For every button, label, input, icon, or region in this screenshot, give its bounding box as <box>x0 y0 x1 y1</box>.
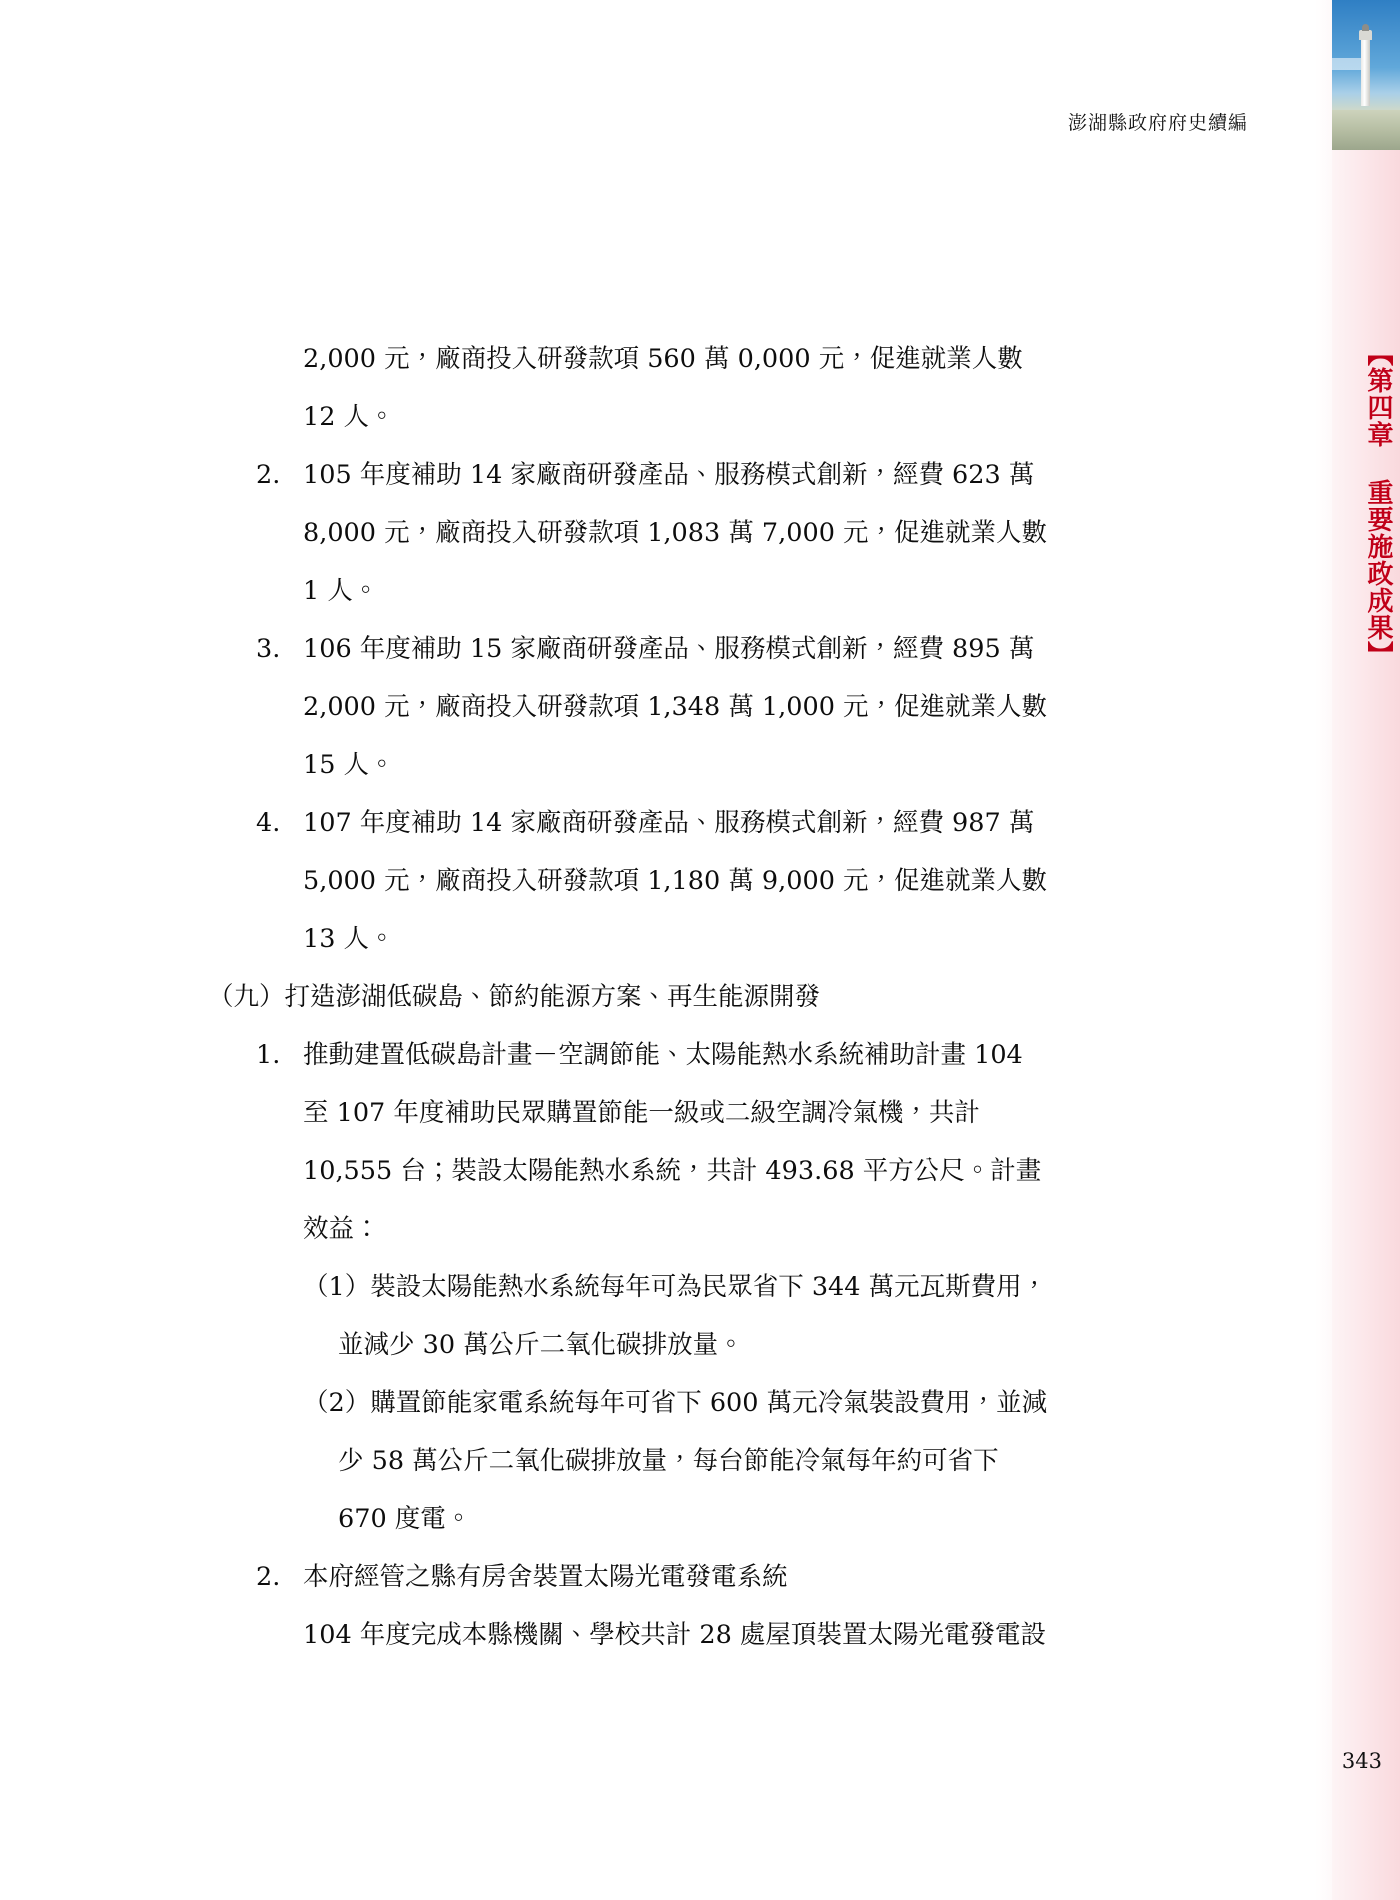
line-text: 推動建置低碳島計畫－空調節能、太陽能熱水系統補助計畫 104 <box>303 1040 1023 1070</box>
ground-shape <box>1332 110 1400 150</box>
text-line <box>208 330 1243 388</box>
line-text: 少 58 萬公斤二氧化碳排放量，每台節能冷氣每年約可省下 <box>338 1446 999 1476</box>
text-line <box>208 1432 1243 1490</box>
line-text: 107 年度補助 14 家廠商研發產品、服務模式創新，經費 987 萬 <box>303 808 1035 838</box>
page-number: 343 <box>1341 1749 1382 1773</box>
list-number: 2. <box>256 1562 281 1592</box>
body-text <box>208 330 1243 1664</box>
line-text: （1）裝設太陽能熱水系統每年可為民眾省下 344 萬元瓦斯費用， <box>303 1272 1048 1302</box>
line-text: （2）購置節能家電系統每年可省下 600 萬元冷氣裝設費用，並減 <box>303 1388 1048 1418</box>
text-line <box>208 1316 1243 1374</box>
list-number: 3. <box>256 634 281 664</box>
text-line <box>208 1490 1243 1548</box>
line-text: 12 人。 <box>303 402 395 432</box>
lighthouse-lamp-shape <box>1359 30 1372 40</box>
line-text: 效益： <box>303 1214 380 1244</box>
line-text: 8,000 元，廠商投入研發款項 1,083 萬 7,000 元，促進就業人數 <box>303 518 1048 548</box>
line-text: （九）打造澎湖低碳島、節約能源方案、再生能源開發 <box>208 982 821 1012</box>
line-text: 10,555 台；裝設太陽能熱水系統，共計 493.68 平方公尺。計畫 <box>303 1156 1042 1186</box>
numbered-paragraph <box>208 620 1243 678</box>
text-line <box>208 678 1243 736</box>
text-line <box>208 736 1243 794</box>
page-side-band <box>1315 0 1400 1900</box>
text-line <box>208 968 1243 1026</box>
numbered-paragraph <box>208 446 1243 504</box>
text-line <box>208 1142 1243 1200</box>
numbered-paragraph <box>208 1548 1243 1606</box>
numbered-paragraph <box>208 1026 1243 1084</box>
line-text: 106 年度補助 15 家廠商研發產品、服務模式創新，經費 895 萬 <box>303 634 1035 664</box>
page-side-band-inner <box>1332 0 1400 1900</box>
list-number: 1. <box>256 1040 281 1070</box>
numbered-paragraph <box>208 794 1243 852</box>
text-line <box>208 1084 1243 1142</box>
text-line <box>208 504 1243 562</box>
line-text: 2,000 元，廠商投入研發款項 560 萬 0,000 元，促進就業人數 <box>303 344 1023 374</box>
line-text: 15 人。 <box>303 750 395 780</box>
text-line <box>208 1374 1243 1432</box>
running-head: 澎湖縣政府府史續編 <box>1067 112 1248 134</box>
text-line <box>208 1258 1243 1316</box>
text-line <box>208 562 1243 620</box>
list-number: 2. <box>256 460 281 490</box>
line-text: 本府經管之縣有房舍裝置太陽光電發電系統 <box>303 1562 788 1592</box>
chapter-tab-label: 【第四章 重要施政成果】 <box>1363 340 1393 668</box>
lighthouse-photo <box>1332 0 1400 150</box>
line-text: 至 107 年度補助民眾購置節能一級或二級空調冷氣機，共計 <box>303 1098 980 1128</box>
lighthouse-cap-shape <box>1362 24 1369 31</box>
line-text: 5,000 元，廠商投入研發款項 1,180 萬 9,000 元，促進就業人數 <box>303 866 1048 896</box>
line-text: 105 年度補助 14 家廠商研發產品、服務模式創新，經費 623 萬 <box>303 460 1035 490</box>
line-text: 並減少 30 萬公斤二氧化碳排放量。 <box>338 1330 744 1360</box>
line-text: 104 年度完成本縣機關、學校共計 28 處屋頂裝置太陽光電發電設 <box>303 1620 1046 1650</box>
text-line <box>208 910 1243 968</box>
text-line <box>208 388 1243 446</box>
line-text: 670 度電。 <box>338 1504 472 1534</box>
line-text: 13 人。 <box>303 924 395 954</box>
lighthouse-tower-shape <box>1361 38 1370 106</box>
text-line <box>208 852 1243 910</box>
text-line <box>208 1606 1243 1664</box>
line-text: 2,000 元，廠商投入研發款項 1,348 萬 1,000 元，促進就業人數 <box>303 692 1048 722</box>
list-number: 4. <box>256 808 281 838</box>
line-text: 1 人。 <box>303 576 379 606</box>
text-line <box>208 1200 1243 1258</box>
